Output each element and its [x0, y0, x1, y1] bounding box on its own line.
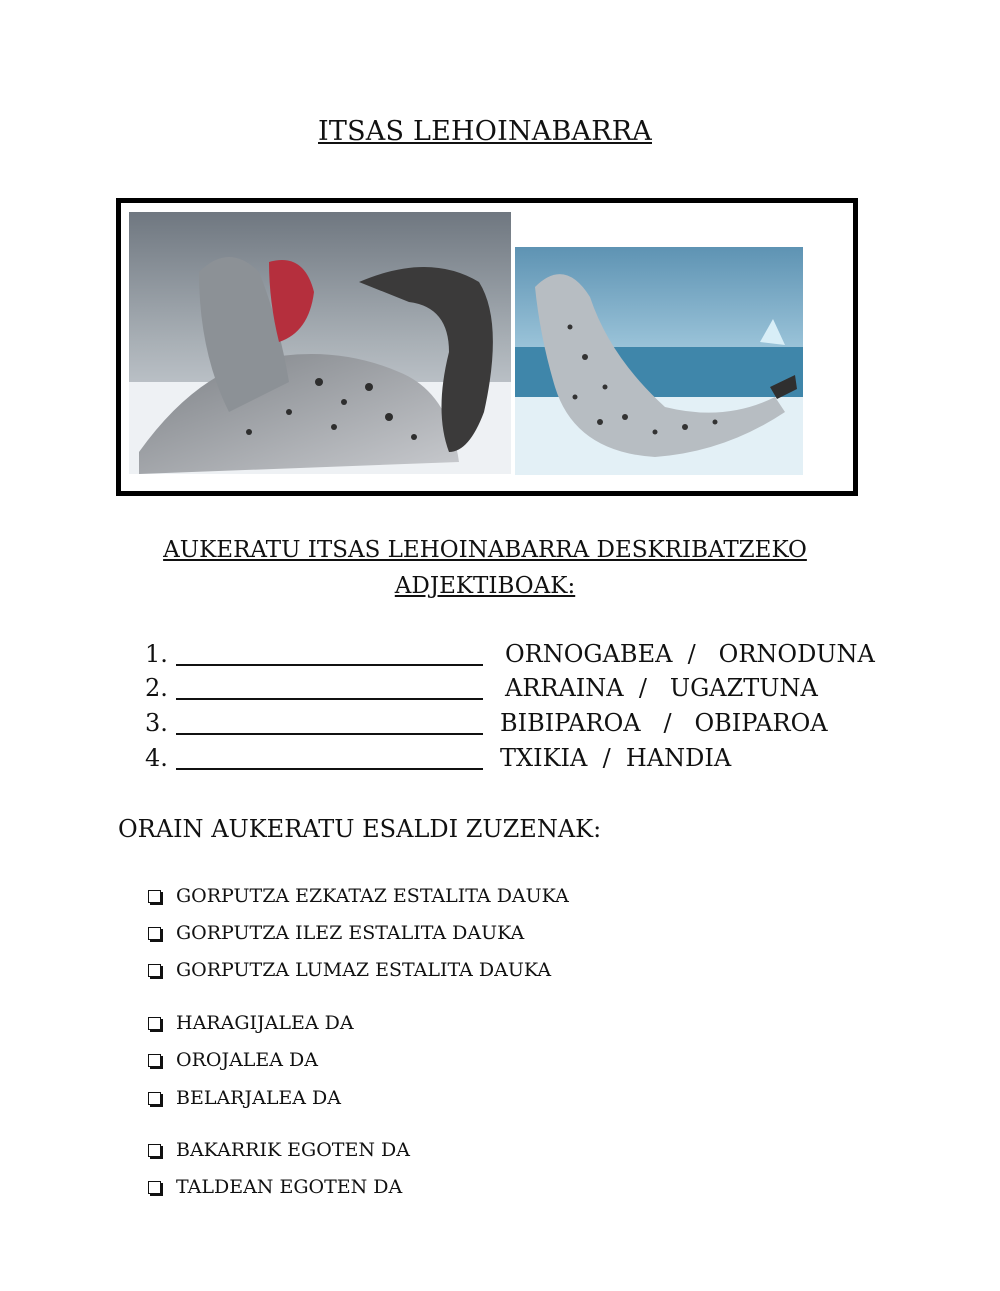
choice-number: 4.: [145, 744, 168, 772]
checkbox-icon[interactable]: [148, 927, 161, 940]
choice-number: 1.: [145, 640, 168, 668]
answer-blank[interactable]: [176, 698, 483, 700]
checkbox-icon[interactable]: [148, 1144, 161, 1157]
statement-label: OROJALEA DA: [176, 1049, 318, 1071]
leopard-seal-on-ice-photo: [515, 247, 803, 475]
checkbox-icon[interactable]: [148, 1017, 161, 1030]
checkbox-icon[interactable]: [148, 1181, 161, 1194]
section-heading: ORAIN AUKERATU ESALDI ZUZENAK:: [118, 815, 602, 843]
choice-options: TXIKIA / HANDIA: [500, 744, 732, 772]
choice-number: 2.: [145, 674, 168, 702]
instructions-heading-line-2: ADJEKTIBOAK:: [394, 573, 576, 599]
statement-label: TALDEAN EGOTEN DA: [176, 1176, 403, 1198]
answer-blank[interactable]: [176, 664, 483, 666]
choice-options: ARRAINA / UGAZTUNA: [505, 674, 818, 702]
answer-blank[interactable]: [176, 768, 483, 770]
checkbox-icon[interactable]: [148, 890, 161, 903]
statement-label: BELARJALEA DA: [176, 1087, 342, 1109]
statement-label: BAKARRIK EGOTEN DA: [176, 1139, 410, 1161]
page-title: ITSAS LEHOINABARRA: [318, 116, 652, 147]
choice-number: 3.: [145, 709, 168, 737]
statement-label: GORPUTZA EZKATAZ ESTALITA DAUKA: [176, 885, 569, 907]
statement-label: HARAGIJALEA DA: [176, 1012, 354, 1034]
photo-frame: [116, 198, 858, 496]
checkbox-icon[interactable]: [148, 1054, 161, 1067]
statement-label: GORPUTZA ILEZ ESTALITA DAUKA: [176, 922, 525, 944]
statement-label: GORPUTZA LUMAZ ESTALITA DAUKA: [176, 959, 552, 981]
checkbox-icon[interactable]: [148, 964, 161, 977]
checkbox-icon[interactable]: [148, 1092, 161, 1105]
instructions-heading-line-1: AUKERATU ITSAS LEHOINABARRA DESKRIBATZEKO: [163, 537, 807, 563]
answer-blank[interactable]: [176, 733, 483, 735]
instructions-heading: [0, 532, 970, 604]
choice-options: BIBIPAROA / OBIPAROA: [500, 709, 828, 737]
leopard-seal-roaring-photo: [129, 212, 511, 474]
choice-options: ORNOGABEA / ORNODUNA: [505, 640, 875, 668]
